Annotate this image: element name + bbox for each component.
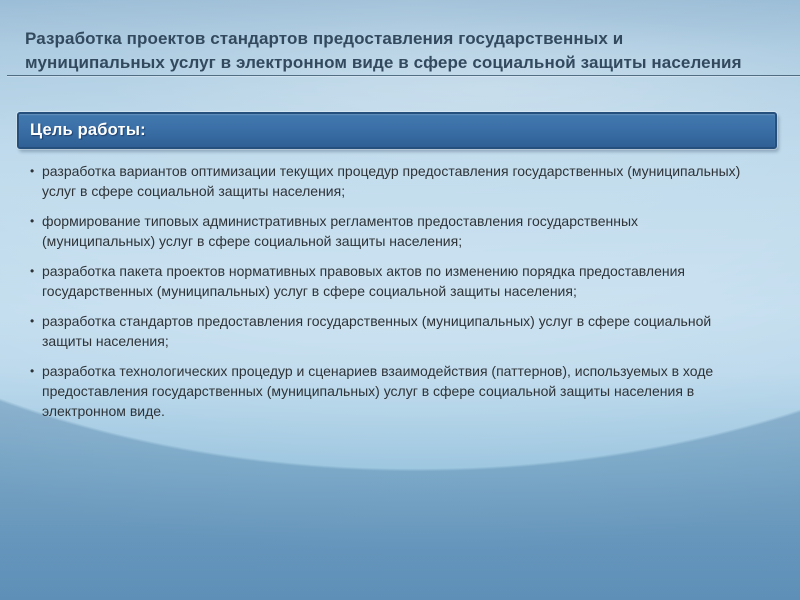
goal-item xyxy=(30,211,752,251)
goal-text: формирование типовых административных регламентов предоставления государственных (муниципальных) услуг в сфере социальной защиты населения; xyxy=(42,213,639,249)
bullet-icon: • xyxy=(30,314,35,328)
goal-text: разработка технологических процедур и сценариев взаимодействия (паттернов), используемых в ходе предоставления государственных (муниципальных) услуг в сфере социальной защиты населения в электронном виде. xyxy=(42,363,714,419)
slide-title xyxy=(25,27,773,75)
goals-list xyxy=(30,161,752,431)
bullet-icon: • xyxy=(30,214,35,228)
bullet-icon: • xyxy=(30,264,35,278)
title-divider xyxy=(7,75,800,76)
goal-item xyxy=(30,361,752,421)
section-header-bar xyxy=(17,112,777,149)
goal-text: разработка пакета проектов нормативных правовых актов по изменению порядка предоставления государственных (муниципальных) услуг в сфере социальной защиты населения; xyxy=(42,263,685,299)
goal-text: разработка стандартов предоставления государственных (муниципальных) услуг в сфере социальной защиты населения; xyxy=(42,313,712,349)
bullet-icon: • xyxy=(30,364,35,378)
goal-text: разработка вариантов оптимизации текущих процедур предоставления государственных (муниципальных) услуг в сфере социальной защиты населения; xyxy=(42,163,741,199)
slide-title-line-2: муниципальных услуг в электронном виде в сфере социальной защиты населения xyxy=(25,53,742,72)
goal-item xyxy=(30,261,752,301)
goal-item xyxy=(30,311,752,351)
goal-item xyxy=(30,161,752,201)
bullet-icon: • xyxy=(30,164,35,178)
section-header-label: Цель работы: xyxy=(30,121,146,139)
slide-title-line-1: Разработка проектов стандартов предоставления государственных и xyxy=(25,29,624,48)
